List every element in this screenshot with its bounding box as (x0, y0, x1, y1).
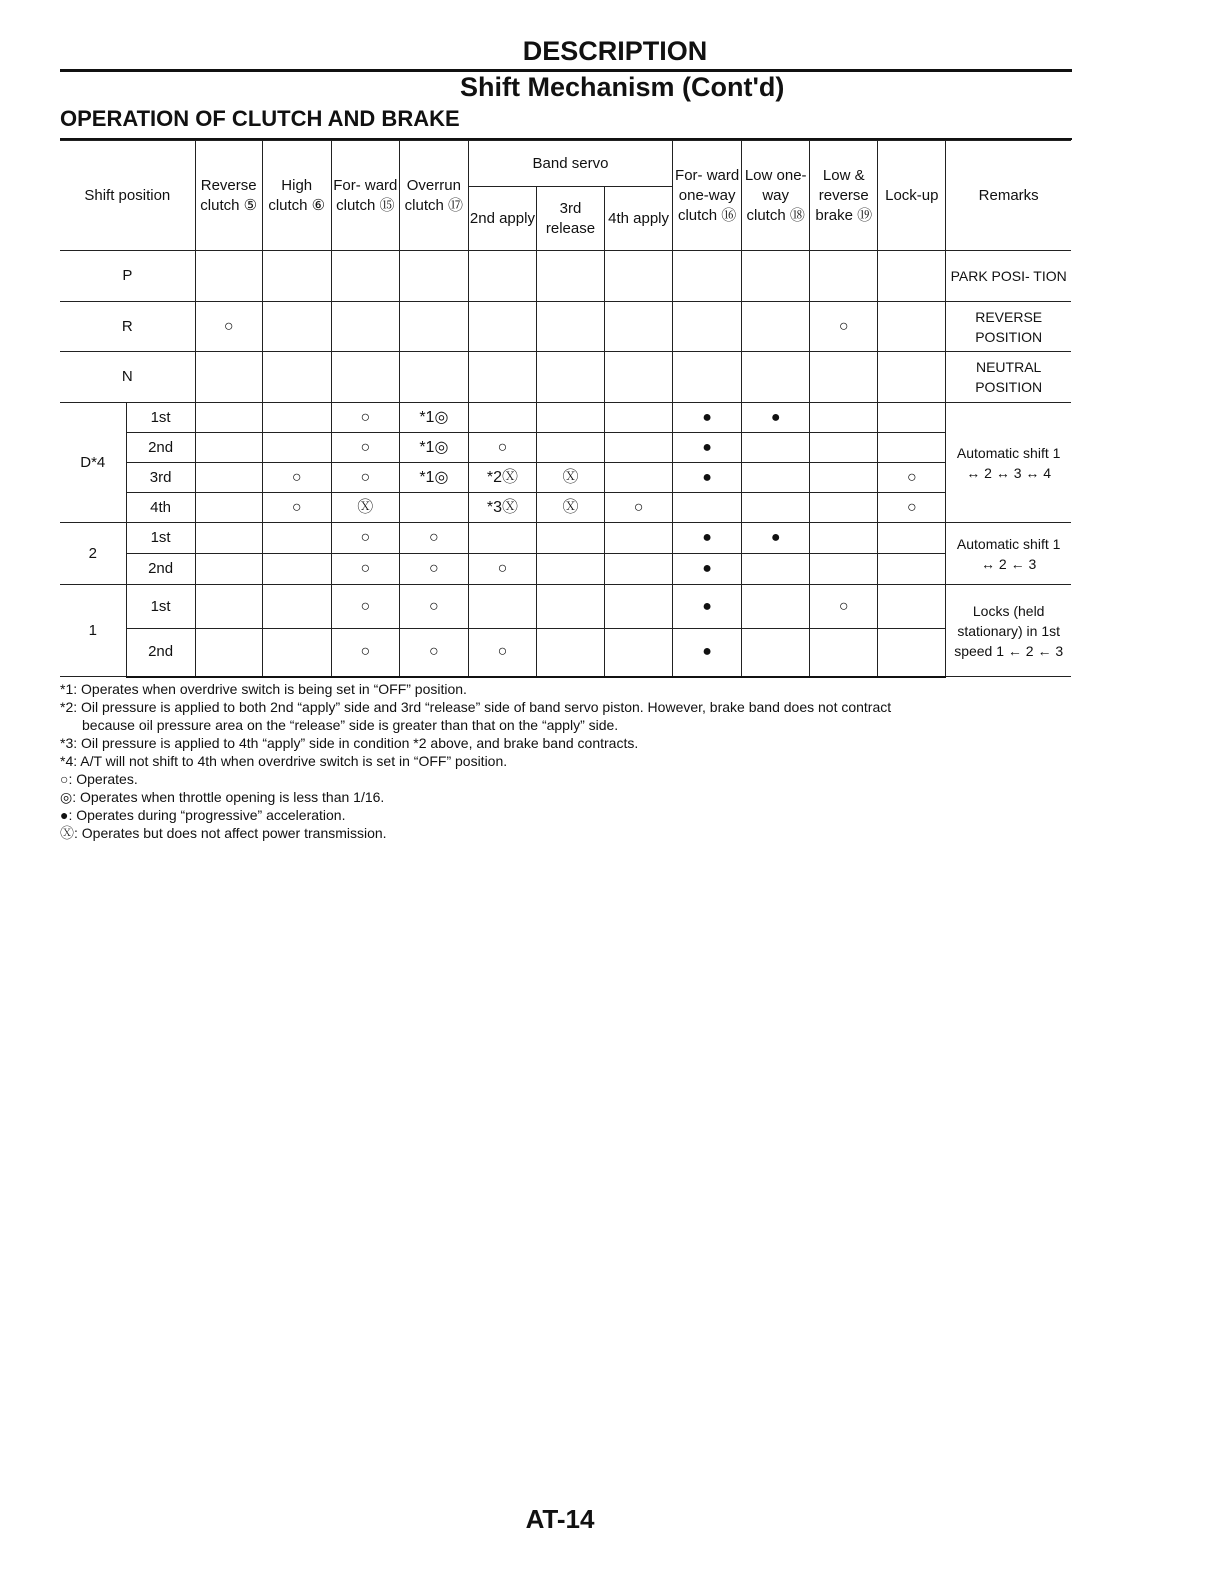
page-number: AT-14 (525, 1504, 595, 1534)
gear-cell: 1st (126, 585, 195, 629)
operation-cell (536, 523, 604, 554)
remarks-cell: NEUTRAL POSITION (946, 352, 1071, 403)
header-forward-oneway-clutch: For- ward one-way clutch ⑯ (673, 141, 742, 251)
operation-cell (536, 352, 604, 403)
table-row (60, 463, 1071, 493)
gear-cell: 1st (126, 403, 195, 433)
operation-cell (468, 523, 536, 554)
operation-cell (810, 433, 878, 463)
operation-cell: ● (673, 433, 742, 463)
header-forward-clutch: For- ward clutch ⑮ (331, 141, 399, 251)
operation-cell: ○ (468, 433, 536, 463)
footnote: because oil pressure area on the “release” side is greater than that on the “apply” side. (82, 717, 619, 733)
operation-cell (742, 433, 810, 463)
operation-cell: *3Ⓧ (468, 493, 536, 523)
operation-cell (673, 352, 742, 403)
operation-cell: ○ (262, 463, 331, 493)
operation-cell (536, 433, 604, 463)
shift-position-cell: D*4 (60, 403, 126, 523)
operation-cell: Ⓧ (536, 493, 604, 523)
operation-cell (810, 352, 878, 403)
operation-cell: ○ (399, 585, 468, 629)
operation-cell (536, 585, 604, 629)
operation-cell (399, 352, 468, 403)
table-row (60, 585, 1071, 629)
header-reverse-clutch: Reverse clutch ⑤ (195, 141, 262, 251)
table-row (60, 523, 1071, 554)
operation-cell (262, 585, 331, 629)
operation-cell (878, 585, 946, 629)
gear-cell: 4th (126, 493, 195, 523)
operation-cell: ● (742, 523, 810, 554)
gear-cell: 3rd (126, 463, 195, 493)
operation-cell (195, 523, 262, 554)
operation-cell (878, 554, 946, 585)
operation-cell (878, 302, 946, 352)
operation-cell: ○ (605, 493, 673, 523)
shift-position-cell: 1 (60, 585, 126, 677)
remarks-cell: PARK POSI- TION (946, 251, 1071, 302)
operation-cell: ○ (810, 585, 878, 629)
operation-cell (536, 302, 604, 352)
operation-cell (742, 493, 810, 523)
operation-cell (810, 493, 878, 523)
gear-cell: 1st (126, 523, 195, 554)
header-shift-position: Shift position (60, 141, 195, 251)
operation-cell (195, 585, 262, 629)
operation-cell: ○ (331, 463, 399, 493)
table-row (60, 251, 1071, 302)
operation-cell (878, 251, 946, 302)
footnote: Ⓧ: Operates but does not affect power transmission. (60, 825, 387, 841)
table-row (60, 352, 1071, 403)
table-row (60, 433, 1071, 463)
header-overrun-clutch: Overrun clutch ⑰ (399, 141, 468, 251)
operation-cell (262, 433, 331, 463)
operation-cell (605, 302, 673, 352)
operation-cell: *1◎ (399, 403, 468, 433)
shift-position-cell: R (60, 302, 195, 352)
operation-cell: ○ (468, 629, 536, 677)
remarks-cell: Automatic shift 1 ↔ 2 ↔ 3 ↔ 4 (946, 403, 1071, 523)
footnotes (60, 680, 1060, 842)
operation-cell: ○ (399, 554, 468, 585)
operation-cell: ● (673, 523, 742, 554)
operation-cell (742, 585, 810, 629)
operation-cell (742, 463, 810, 493)
operation-cell (605, 523, 673, 554)
shift-position-cell: P (60, 251, 195, 302)
table-row (60, 554, 1071, 585)
operation-cell: *1◎ (399, 463, 468, 493)
subsection-title: OPERATION OF CLUTCH AND BRAKE (60, 106, 460, 131)
clutch-brake-table (60, 140, 1071, 678)
operation-cell (673, 302, 742, 352)
gear-cell: 2nd (126, 554, 195, 585)
operation-cell (468, 302, 536, 352)
operation-cell (262, 403, 331, 433)
operation-cell (742, 554, 810, 585)
operation-cell: *1◎ (399, 433, 468, 463)
shift-position-cell: 2 (60, 523, 126, 585)
operation-cell (878, 629, 946, 677)
operation-cell (810, 251, 878, 302)
operation-cell: ○ (262, 493, 331, 523)
operation-cell (810, 403, 878, 433)
operation-cell (195, 352, 262, 403)
operation-cell (605, 251, 673, 302)
operation-cell (605, 585, 673, 629)
operation-cell: ● (673, 463, 742, 493)
operation-cell: ○ (331, 523, 399, 554)
operation-cell (262, 352, 331, 403)
operation-cell (195, 403, 262, 433)
shift-position-cell: N (60, 352, 195, 403)
operation-cell (878, 352, 946, 403)
header-low-reverse-brake: Low & reverse brake ⑲ (810, 141, 878, 251)
section-title: DESCRIPTION (522, 36, 708, 66)
operation-cell: ○ (331, 433, 399, 463)
operation-cell: ○ (331, 585, 399, 629)
operation-cell: ○ (468, 554, 536, 585)
footnote: *1: Operates when overdrive switch is being set in “OFF” position. (60, 681, 467, 697)
operation-cell (810, 463, 878, 493)
table-row (60, 302, 1071, 352)
operation-cell (331, 251, 399, 302)
footnote: ●: Operates during “progressive” acceleration. (60, 807, 346, 823)
operation-cell (605, 403, 673, 433)
operation-cell (399, 302, 468, 352)
table-row (60, 403, 1071, 433)
table-row (60, 493, 1071, 523)
operation-cell: ● (673, 554, 742, 585)
operation-cell (262, 629, 331, 677)
operation-cell (468, 352, 536, 403)
table-row (60, 629, 1071, 677)
header-3rd-release: 3rd release (536, 187, 604, 251)
operation-cell (536, 251, 604, 302)
operation-cell: ○ (331, 554, 399, 585)
operation-cell: Ⓧ (536, 463, 604, 493)
operation-cell (742, 629, 810, 677)
operation-cell (468, 251, 536, 302)
header-4th-apply: 4th apply (605, 187, 673, 251)
operation-cell (195, 554, 262, 585)
page-title: Shift Mechanism (Cont'd) (460, 72, 785, 102)
operation-cell (742, 251, 810, 302)
remarks-cell: Locks (held stationary) in 1st speed 1 ← 2 ← 3 (946, 585, 1071, 677)
operation-cell (536, 629, 604, 677)
operation-cell: ○ (878, 493, 946, 523)
operation-cell (262, 523, 331, 554)
operation-cell (468, 585, 536, 629)
operation-cell: ○ (195, 302, 262, 352)
gear-cell: 2nd (126, 629, 195, 677)
header-remarks: Remarks (946, 141, 1071, 251)
operation-cell: ● (673, 629, 742, 677)
operation-cell (262, 251, 331, 302)
operation-cell (810, 523, 878, 554)
header-lockup: Lock-up (878, 141, 946, 251)
header-band-servo: Band servo (468, 141, 672, 187)
operation-cell (399, 493, 468, 523)
operation-cell: ● (673, 585, 742, 629)
footnote: ○: Operates. (60, 771, 138, 787)
remarks-cell: REVERSE POSITION (946, 302, 1071, 352)
operation-cell (195, 493, 262, 523)
footnote: *2: Oil pressure is applied to both 2nd “apply” side and 3rd “release” side of band servo piston. However, brake band does not contract (60, 699, 892, 715)
operation-cell (262, 302, 331, 352)
operation-cell (742, 302, 810, 352)
operation-cell (605, 463, 673, 493)
operation-cell (536, 403, 604, 433)
operation-cell: ○ (810, 302, 878, 352)
operation-cell: ○ (331, 403, 399, 433)
operation-cell: ○ (399, 629, 468, 677)
operation-cell: ○ (878, 463, 946, 493)
operation-cell (605, 433, 673, 463)
gear-cell: 2nd (126, 433, 195, 463)
operation-cell (742, 352, 810, 403)
operation-cell (810, 629, 878, 677)
operation-cell (195, 629, 262, 677)
operation-cell: ● (742, 403, 810, 433)
operation-cell (195, 463, 262, 493)
operation-cell: ○ (331, 629, 399, 677)
operation-cell (810, 554, 878, 585)
header-2nd-apply: 2nd apply (468, 187, 536, 251)
operation-cell (878, 403, 946, 433)
operation-cell (331, 352, 399, 403)
operation-cell (468, 403, 536, 433)
operation-cell (399, 251, 468, 302)
operation-cell (195, 251, 262, 302)
remarks-cell: Automatic shift 1 ↔ 2 ← 3 (946, 523, 1071, 585)
operation-cell: *2Ⓧ (468, 463, 536, 493)
header-high-clutch: High clutch ⑥ (262, 141, 331, 251)
operation-cell (878, 433, 946, 463)
operation-cell (536, 554, 604, 585)
operation-cell (878, 523, 946, 554)
operation-cell (331, 302, 399, 352)
operation-cell: ● (673, 403, 742, 433)
footnote: *4: A/T will not shift to 4th when overdrive switch is set in “OFF” position. (60, 753, 508, 769)
operation-cell: ○ (399, 523, 468, 554)
footnote: *3: Oil pressure is applied to 4th “apply” side in condition *2 above, and brake band contracts. (60, 735, 639, 751)
header-low-oneway-clutch: Low one-way clutch ⑱ (742, 141, 810, 251)
operation-cell (262, 554, 331, 585)
operation-cell (195, 433, 262, 463)
operation-cell: Ⓧ (331, 493, 399, 523)
operation-cell (605, 352, 673, 403)
operation-cell (673, 251, 742, 302)
footnote: ◎: Operates when throttle opening is less than 1/16. (60, 789, 385, 805)
operation-cell (605, 629, 673, 677)
operation-cell (673, 493, 742, 523)
operation-cell (605, 554, 673, 585)
